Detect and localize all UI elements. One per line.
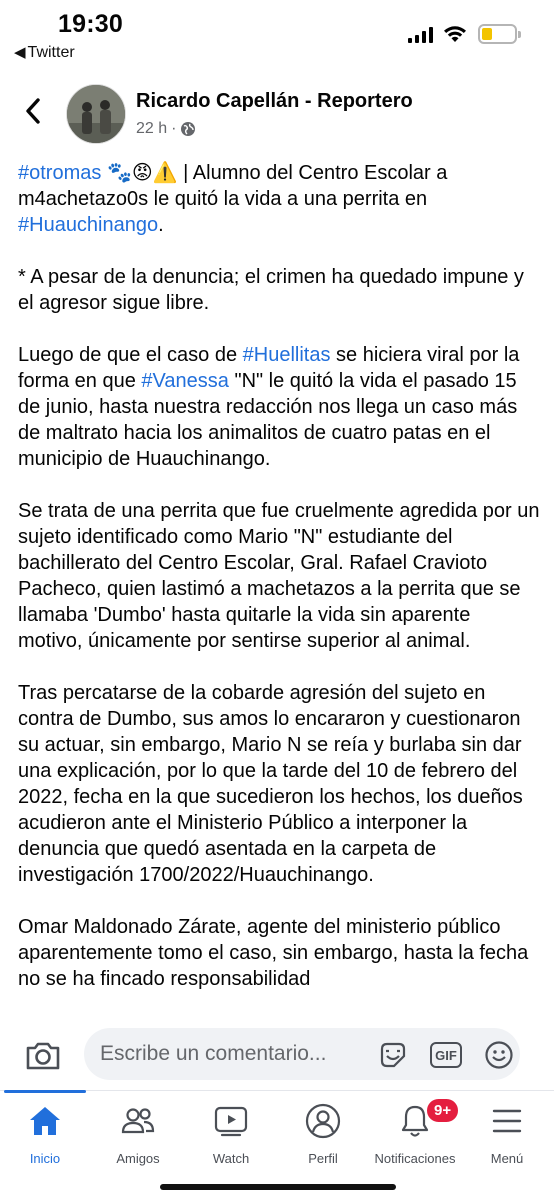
hashtag-link[interactable]: #otromas: [18, 162, 102, 184]
hashtag-link[interactable]: #Huauchinango: [18, 214, 159, 236]
active-tab-indicator: [4, 1090, 86, 1093]
post-header: [0, 78, 554, 148]
menu-icon: [492, 1107, 522, 1135]
battery-icon: [478, 24, 517, 44]
tab-label: Notificaciones: [374, 1151, 456, 1166]
tab-perfil[interactable]: [275, 1103, 371, 1166]
gif-icon[interactable]: GIF: [430, 1042, 462, 1068]
notification-badge: 9+: [425, 1097, 460, 1124]
comment-bar: [0, 1022, 554, 1090]
profile-icon: [305, 1103, 341, 1139]
paragraph-2: * A pesar de la denuncia; el crimen ha quedado impune y el agresor sigue libre.: [18, 266, 524, 314]
paragraph-1: [18, 160, 540, 238]
tab-label: Menú: [490, 1151, 524, 1166]
paragraph-3: [18, 342, 540, 472]
author-name[interactable]: Ricardo Capellán - Reportero: [136, 90, 413, 112]
tab-label: Amigos: [116, 1151, 160, 1166]
tab-label: Inicio: [29, 1151, 61, 1166]
paragraph-6: Omar Maldonado Zárate, agente del ministerio público aparentemente tomo el caso, sin embargo, hasta la fecha no se ha fincado responsabilidad: [18, 916, 529, 990]
back-app-label: Twitter: [27, 44, 75, 61]
paragraph-text: Luego de que el caso de: [18, 344, 243, 366]
post-time[interactable]: 22 h: [136, 120, 168, 137]
chevron-left-icon: [25, 98, 41, 124]
hashtag-link[interactable]: #Huellitas: [242, 344, 331, 366]
back-triangle-icon: ◀: [14, 44, 26, 61]
paragraph-5: Tras percatarse de la cobarde agresión del sujeto en contra de Dumbo, sus amos lo encararon y cuestionaron su actuar, sin embargo, Mario N se reía y burlaba sin dar una explicación, por lo que la tarde del 10 de febrero del 2022, fecha en la que sucedieron los hechos, los dueños acudieron ante el Ministerio Público a interponer la denuncia que quedó asentada en la carpeta de investigación 1700/2022/Huauchinango.: [18, 682, 523, 886]
paragraph-text: "N" le quitó la vida el pasado 15 de junio, hasta nuestra redacción nos llega un caso más de maltrato hacia los animalitos de cuatro patas en el municipio de Huauchinango.: [18, 370, 518, 470]
post-meta: [136, 120, 196, 138]
back-button[interactable]: [18, 94, 48, 128]
author-avatar[interactable]: [66, 84, 126, 144]
cellular-signal-icon: [408, 26, 433, 43]
tab-amigos[interactable]: [90, 1103, 186, 1166]
watch-icon: [213, 1105, 249, 1137]
friends-icon: [120, 1105, 156, 1137]
paragraph-4: Se trata de una perrita que fue cruelmente agredida por un sujeto identificado como Mario "N" estudiante del bachillerato del Centro Escolar, Gral. Rafael Cravioto Pacheco, quien lastimó a machetazos a la perrita que se llamaba 'Dumbo' hasta quitarle la vida sin aparente motivo, únicamente por sentirse superior al animal.: [18, 500, 540, 652]
paragraph-text: | Alumno del Centro Escolar a m4achetazo0s le quitó la vida a una perrita en: [18, 162, 448, 210]
emoji-icon[interactable]: [484, 1040, 514, 1070]
camera-icon[interactable]: [24, 1036, 62, 1074]
tab-label: Perfil: [308, 1151, 338, 1166]
paragraph-text: se hiciera viral por la forma en que: [18, 344, 520, 392]
emoji-group: 🐾😡⚠️: [106, 162, 178, 184]
dot-separator: ·: [171, 120, 177, 137]
home-icon: [28, 1105, 62, 1137]
tab-label: Watch: [212, 1151, 250, 1166]
sticker-icon[interactable]: [378, 1040, 408, 1070]
paragraph-text: .: [158, 214, 164, 236]
wifi-icon: [442, 24, 468, 44]
tab-inicio[interactable]: [0, 1103, 93, 1166]
tab-notificaciones[interactable]: [367, 1103, 463, 1166]
tab-watch[interactable]: [183, 1103, 279, 1166]
globe-icon: [180, 121, 196, 137]
input-icons: [378, 1040, 514, 1070]
back-to-app-link[interactable]: [14, 43, 75, 62]
status-time: 19:30: [58, 10, 123, 38]
text-fade-overlay: [0, 990, 554, 1022]
hashtag-link[interactable]: #Vanessa: [141, 370, 229, 392]
tab-menu[interactable]: [459, 1103, 554, 1166]
post-text: [18, 160, 540, 1020]
status-bar: [0, 0, 554, 70]
home-indicator[interactable]: [160, 1184, 396, 1190]
